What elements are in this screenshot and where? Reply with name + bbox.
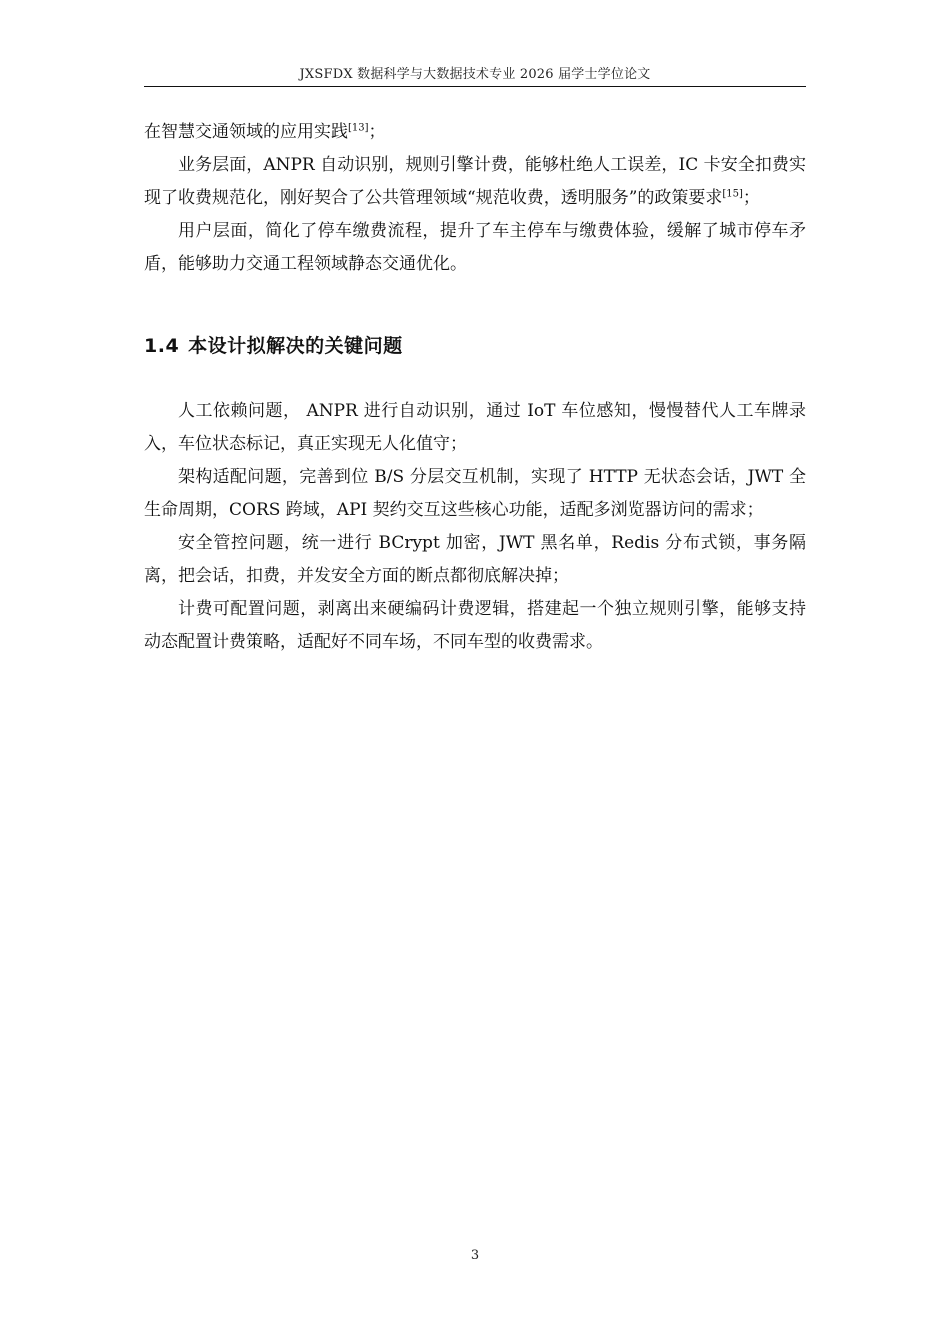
running-header: JXSFDX 数据科学与大数据技术专业 2026 届学士学位论文 bbox=[299, 67, 651, 82]
paragraph-end: ； bbox=[368, 122, 386, 142]
page-number: 3 bbox=[470, 1248, 480, 1263]
paragraph-user: 用户层面，简化了停车缴费流程，提升了车主停车与缴费体验，缓解了城市停车矛盾，能够助力交通工程领域静态交通优化。 bbox=[144, 221, 806, 274]
paragraph-continuation bbox=[144, 116, 806, 149]
section-number: 1.4 bbox=[144, 335, 180, 357]
section-heading bbox=[144, 331, 403, 358]
section-title: 本设计拟解决的关键问题 bbox=[188, 335, 403, 357]
section-body-top bbox=[144, 116, 806, 281]
paragraph-end: ； bbox=[742, 188, 760, 208]
paragraph-business bbox=[144, 149, 806, 215]
paragraph-problem-security: 安全管控问题，统一进行 BCrypt 加密，JWT 黑名单，Redis 分布式锁，事务隔离，把会话，扣费，并发安全方面的断点都彻底解决掉； bbox=[144, 533, 806, 586]
paragraph-problem-architecture: 架构适配问题，完善到位 B/S 分层交互机制，实现了 HTTP 无状态会话，JWT 全生命周期，CORS 跨域，API 契约交互这些核心功能，适配多浏览器访问的需求； bbox=[144, 467, 806, 520]
header-rule bbox=[144, 86, 806, 87]
paragraph-problem-billing: 计费可配置问题，剥离出来硬编码计费逻辑，搭建起一个独立规则引擎，能够支持动态配置计费策略，适配好不同车场，不同车型的收费需求。 bbox=[144, 599, 806, 652]
section-body-problems bbox=[144, 395, 806, 659]
citation-ref: [15] bbox=[722, 188, 743, 200]
citation-ref: [13] bbox=[348, 122, 369, 134]
paragraph-problem-manual: 人工依赖问题， ANPR 进行自动识别，通过 IoT 车位感知，慢慢替代人工车牌录入，车位状态标记，真正实现无人化值守； bbox=[144, 401, 806, 454]
paragraph-text: 在智慧交通领域的应用实践 bbox=[144, 122, 348, 142]
paragraph-text: 业务层面，ANPR 自动识别，规则引擎计费，能够杜绝人工误差，IC 卡安全扣费实现了收费规范化，刚好契合了公共管理领域“规范收费，透明服务”的政策要求 bbox=[144, 155, 806, 208]
